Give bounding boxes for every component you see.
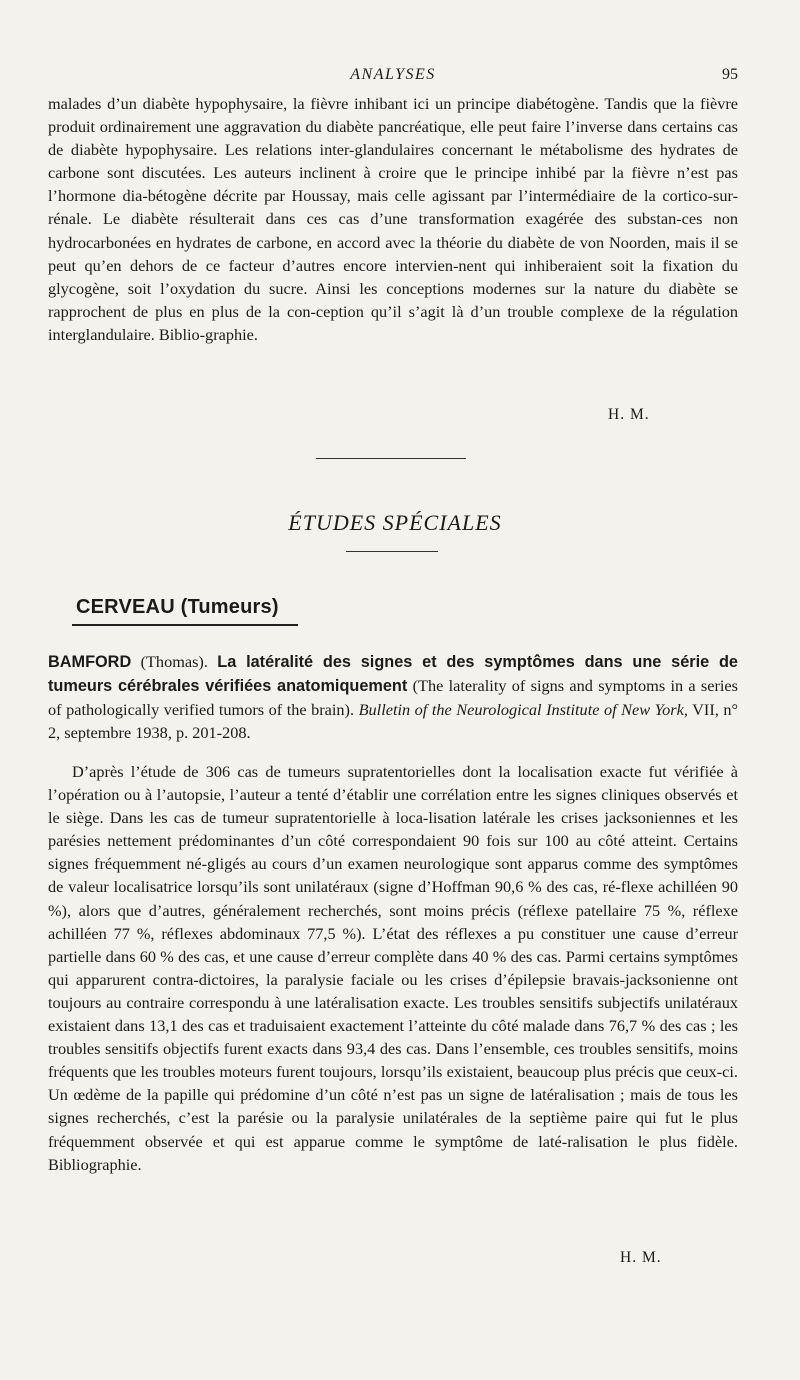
- entry-abstract-paragraph: D’après l’étude de 306 cas de tumeurs supratentorielles dont la localisation exacte fut vérifiée à l’opération ou à l’autopsie, l’auteur a tenté d’établir une corrélation entre les signes cliniques observés et le siège. Dans les cas de tumeur supratentorielle à loca-lisation latérale les crises jacksoniennes et les parésies nettement prédominantes d’un côté correspondaient 90 fois sur 100 au côté atteint. Certains signes fréquemment né-gligés au cours d’un examen neurologique sont apparus comme des symptômes de valeur localisatrice lorsqu’ils sont unilatéraux (signe d’Hoffman 90,6 % des cas, ré-flexe achilléen 90 %), alors que d’autres, généralement recherchés, sont moins précis (réflexe patellaire 75 %, réflexe achilléen 77 %, réflexes abdominaux 77,5 %). L’état des réflexes a pu constituer une cause d’erreur partielle dans 60 % des cas, et une cause d’erreur complète dans 40 % des cas. Parmi certains symptômes qui apparurent contra-dictoires, la paralysie faciale ou les crises d’épilepsie bravais-jacksonienne ont toujours au contraire correspondu à une latéralisation exacte. Les troubles sensitifs subjectifs unilatéraux existaient dans 13,1 des cas et traduisaient exactement l’atteinte du côté malade dans 76,7 % des cas ; les troubles sensitifs objectifs furent exacts dans 93,4 des cas. Dans l’ensemble, ces troubles sensitifs, moins fréquents que les troubles moteurs furent toujours, lorsqu’ils existaient, beaucoup plus précis que ceux-ci. Un œdème de la papille qui prédomine d’un côté n’est pas un signe de latéralisation ; mais de tous les signes recherchés, c’est la parésie ou la paralysie unilatérales de la septième paire qui fut le plus fréquemment observée et qui est apparue comme le symptôme de laté-ralisation le plus fidèle. Bibliographie.: [48, 762, 738, 1174]
- entry-title-french: La latéralité des signes et des symptômes dans une série de tumeurs cérébrales vérifiées anatomiquement: [48, 653, 738, 696]
- entry-signature: H. M.: [620, 1249, 662, 1266]
- entry-journal: Bulletin of the Neurological Institute of New York,: [358, 700, 688, 720]
- section-divider-rule: [316, 458, 466, 459]
- bibliographic-entry: [48, 650, 738, 744]
- page-number: 95: [722, 66, 738, 83]
- analysis-continuation-paragraph: malades d’un diabète hypophysaire, la fièvre inhibant ici un principe diabétogène. Tandis que la fièvre produit ordinairement une aggravation du diabète pancréatique, elle peut faire l’inverse dans certains cas de diabète hypophysaire. Les relations inter-glandulaires concernant le métabolisme des hydrates de carbone sont discutées. Les auteurs inclinent à croire que le principe inhibé par la fièvre n’est pas l’hormone dia-bétogène décrite par Houssay, mais celle agissant par l’intermédiaire de la cortico-sur-rénale. Le diabète résulterait dans ces cas d’une transformation exagérée des substan-ces non hydrocarbonées en hydrates de carbone, en accord avec la théorie du diabète de von Noorden, mais il se peut qu’en dehors de ce facteur d’autres encore intervien-nent qui inhiberaient soit la fixation du glycogène, soit l’oxydation du sucre. Ainsi les conceptions modernes sur la nature du diabète se rapprochent de plus en plus de la con-ception qu’il s’agit là d’un trouble complexe de la régulation interglandulaire. Biblio-graphie.: [48, 94, 738, 344]
- section-title-rule: [346, 551, 438, 552]
- running-header: [48, 66, 738, 86]
- subsection-heading: CERVEAU (Tumeurs): [76, 596, 279, 618]
- subsection-underline: [72, 624, 298, 626]
- entry-citation: VII, n° 2, septembre 1938, p. 201-208.: [48, 700, 739, 743]
- running-title: ANALYSES: [350, 66, 436, 83]
- analysis-signature: H. M.: [608, 406, 650, 423]
- entry-title-english: (The laterality of signs and symptoms in a series of pathologically verified tumors of the brain).: [48, 676, 738, 720]
- entry-author: BAMFORD: [48, 653, 132, 671]
- section-title: ÉTUDES SPÉCIALES: [288, 510, 502, 535]
- entry-author-firstname: (Thomas).: [140, 652, 208, 671]
